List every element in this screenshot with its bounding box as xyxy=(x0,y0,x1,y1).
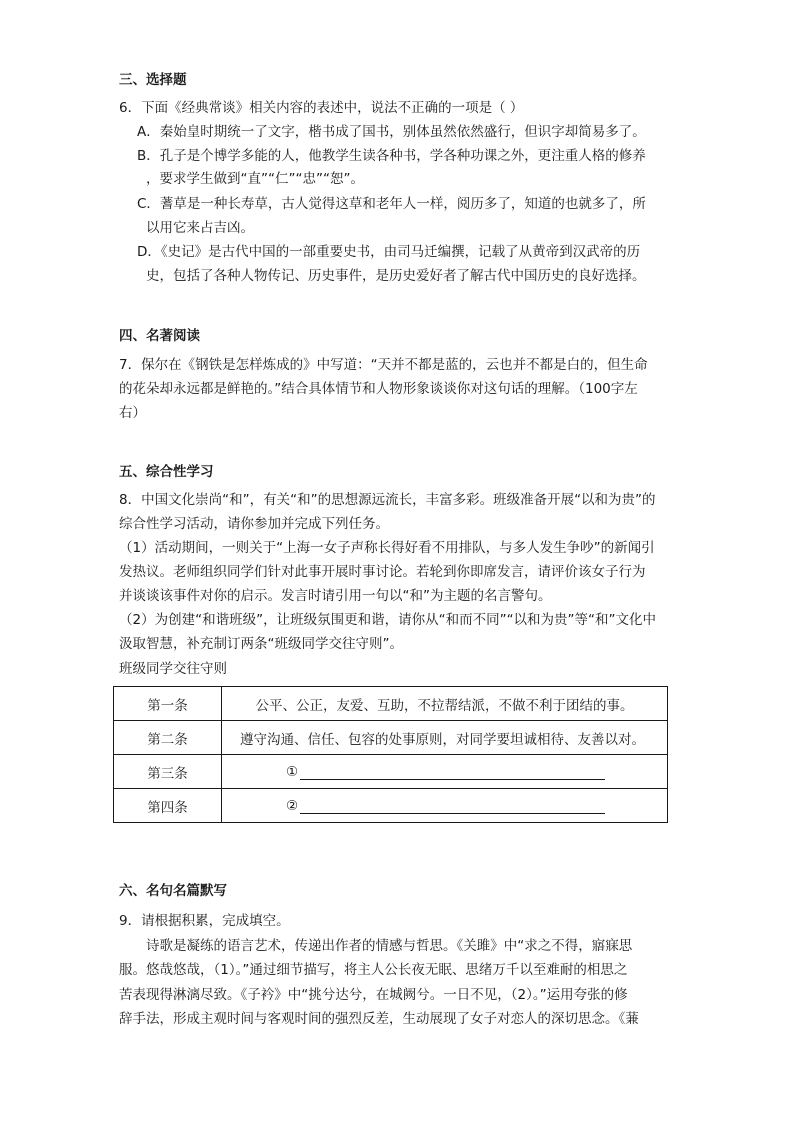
rule-blank-cell xyxy=(222,755,668,789)
question-7-line2: 的花朵却永远都是鲜艳的。”结合具体情节和人物形象谈谈你对这句话的理解。（100字左 xyxy=(119,381,638,397)
task-1-line3: 并谈谈该事件对你的启示。发言时请引用一句以“和”为主题的名言警句。 xyxy=(119,588,552,604)
section-heading-choice: 三、选择题 xyxy=(119,72,187,88)
paragraph-line3: 苦表现得淋漓尽致。《子衿》中“挑兮达兮，在城阙兮。一日不见，（2）。”运用夸张的修 xyxy=(119,987,628,1003)
question-9-stem: 9．请根据积累，完成填空。 xyxy=(119,913,290,929)
rule-label: 第四条 xyxy=(114,789,222,823)
blank-marker-2: ② xyxy=(286,797,299,814)
rule-label: 第一条 xyxy=(114,687,222,721)
option-d-line1: D．《史记》是古代中国的一部重要史书，由司马迁编撰，记载了从黄帝到汉武帝的历 xyxy=(137,244,641,260)
rule-label: 第二条 xyxy=(114,721,222,755)
paragraph-line1: 诗歌是凝练的语言艺术，传递出作者的情感与哲思。《关雎》中“求之不得，寤寐思 xyxy=(146,938,633,954)
table-row xyxy=(114,789,668,823)
option-c-line1: C．蓍草是一种长寿草，古人觉得这草和老年人一样，阅历多了，知道的也就多了，所 xyxy=(137,196,646,212)
task-1-line2: 发热议。老师组织同学们针对此事开展时事讨论。若轮到你即席发言，请评价该女子行为 xyxy=(119,564,646,580)
answer-blank-1[interactable] xyxy=(300,764,605,780)
option-a: A．秦始皇时期统一了文字，楷书成了国书，别体虽然依然盛行，但识字却简易多了。 xyxy=(137,124,646,140)
rule-content: 遵守沟通、信任、包容的处事原则，对同学要坦诚相待、友善以对。 xyxy=(222,721,668,755)
section-heading-integrated: 五、综合性学习 xyxy=(119,464,214,480)
task-1-line1: （1）活动期间，一则关于“上海一女子声称长得好看不用排队，与多人发生争吵”的新闻引 xyxy=(119,540,655,556)
option-d-line2: 史，包括了各种人物传记、历史事件，是历史爱好者了解古代中国历史的良好选择。 xyxy=(146,268,646,284)
paragraph-line4: 辞手法，形成主观时间与客观时间的强烈反差，生动展现了女子对恋人的深切思念。《蒹 xyxy=(119,1011,639,1027)
table-row xyxy=(114,721,668,755)
question-7-line1: 7．保尔在《钢铁是怎样炼成的》中写道：“天并不都是蓝的，云也并不都是白的，但生命 xyxy=(119,357,648,373)
question-6-stem: 6．下面《经典常谈》相关内容的表述中，说法不正确的一项是（ ） xyxy=(119,100,524,116)
question-7-line3: 右） xyxy=(119,405,146,421)
table-row xyxy=(114,687,668,721)
rule-blank-cell xyxy=(222,789,668,823)
option-c-line2: 以用它来占吉凶。 xyxy=(146,220,254,236)
class-rules-table xyxy=(113,686,668,823)
table-title: 班级同学交往守则 xyxy=(119,661,227,677)
section-heading-dictation: 六、名句名篇默写 xyxy=(119,883,227,899)
task-2-line2: 汲取智慧，补充制订两条“班级同学交往守则”。 xyxy=(119,636,403,652)
blank-marker-1: ① xyxy=(286,763,299,780)
question-8-line1: 8．中国文化崇尚“和”，有关“和”的思想源远流长，丰富多彩。班级准备开展“以和为贵”的 xyxy=(119,492,656,508)
task-2-line1: （2）为创建“和谐班级”，让班级氛围更和谐，请你从“和而不同”“以和为贵”等“和”文化中 xyxy=(119,612,657,628)
paragraph-line2: 服。悠哉悠哉，（1）。”通过细节描写，将主人公长夜无眠、思绪万千以至难耐的相思之 xyxy=(119,962,628,978)
rule-label: 第三条 xyxy=(114,755,222,789)
option-b-line1: B．孔子是个博学多能的人，他教学生读各种书，学各种功课之外，更注重人格的修养 xyxy=(137,148,646,164)
answer-blank-2[interactable] xyxy=(300,798,605,814)
option-b-line2: ，要求学生做到“直”“仁”“忠”“恕”。 xyxy=(146,171,364,187)
table-row xyxy=(114,755,668,789)
section-heading-reading: 四、名著阅读 xyxy=(119,328,200,344)
rule-content: 公平、公正，友爱、互助，不拉帮结派，不做不利于团结的事。 xyxy=(222,687,668,721)
question-8-line2: 综合性学习活动，请你参加并完成下列任务。 xyxy=(119,516,389,532)
